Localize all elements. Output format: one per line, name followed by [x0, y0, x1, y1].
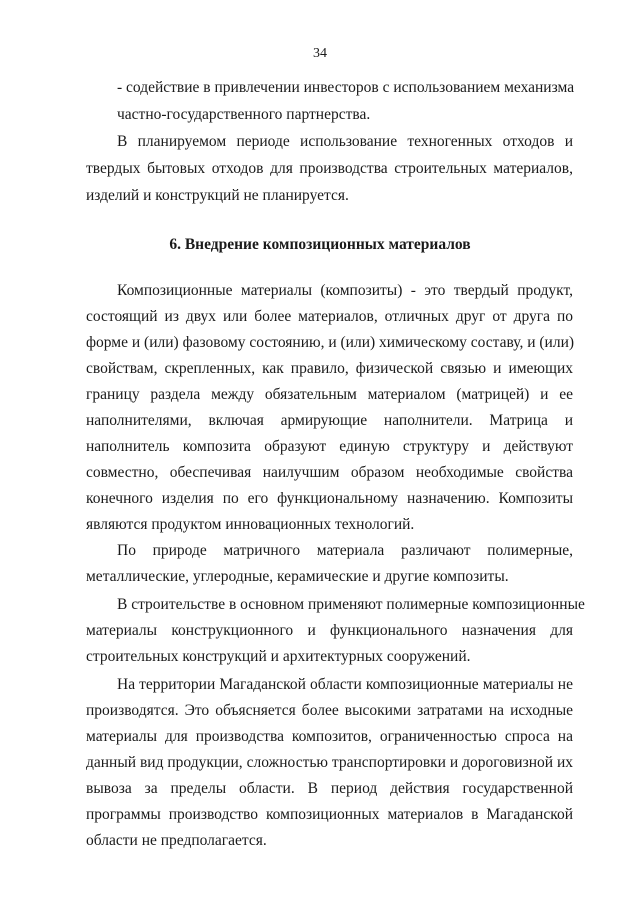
text-line: материалы для производства композитов, ограниченностью спроса на [86, 728, 573, 745]
text-line: металлические, углеродные, керамические и другие композиты. [86, 568, 509, 585]
text-line: Композиционные материалы (композиты) - это твердый продукт, [117, 282, 573, 299]
text-line: состоящий из двух или более материалов, отличных друг от друга по [86, 308, 573, 325]
text-line: материалы конструкционного и функционального назначения для [86, 622, 573, 639]
text-line: твердых бытовых отходов для производства строительных материалов, [86, 160, 573, 177]
text-line: На территории Магаданской области композиционные материалы не [117, 676, 573, 693]
text-line: - содействие в привлечении инвесторов с использованием механизма [117, 79, 575, 96]
text-line: являются продуктом инновационных технологий. [86, 516, 415, 533]
text-line: строительных конструкций и архитектурных сооружений. [86, 648, 471, 665]
text-line: В планируемом периоде использование техногенных отходов и [117, 133, 573, 150]
text-line: частно-государственного партнерства. [117, 106, 371, 123]
text-line: форме и (или) фазовому состоянию, и (или) химическому составу, и (или) [86, 334, 575, 351]
text-line: вывоза за пределы области. В период действия государственной [86, 780, 573, 797]
text-line: области не предполагается. [86, 832, 267, 849]
section-heading: 6. Внедрение композиционных материалов [169, 236, 471, 253]
text-line: По природе матричного материала различают полимерные, [117, 542, 573, 559]
text-line: свойствам, скрепленных, как правило, физической связью и имеющих [86, 360, 573, 377]
text-line: В строительстве в основном применяют полимерные композиционные [117, 596, 585, 613]
text-line: конечного изделия по его функциональному назначению. Композиты [86, 490, 573, 507]
text-line: наполнителями, включая армирующие наполнители. Матрица и [86, 412, 573, 429]
text-line: данный вид продукции, сложностью транспортировки и дороговизной их [86, 754, 573, 771]
text-line: наполнитель композита образуют единую структуру и действуют [86, 438, 573, 455]
text-line: программы производство композиционных материалов в Магаданской [86, 806, 573, 823]
text-line: границу раздела между обязательным материалом (матрицей) и ее [86, 386, 573, 403]
text-line: производятся. Это объясняется более высокими затратами на исходные [86, 702, 573, 719]
text-line: совместно, обеспечивая наилучшим образом необходимые свойства [86, 464, 573, 481]
text-line: изделий и конструкций не планируется. [86, 187, 349, 204]
page-number: 34 [313, 46, 327, 61]
